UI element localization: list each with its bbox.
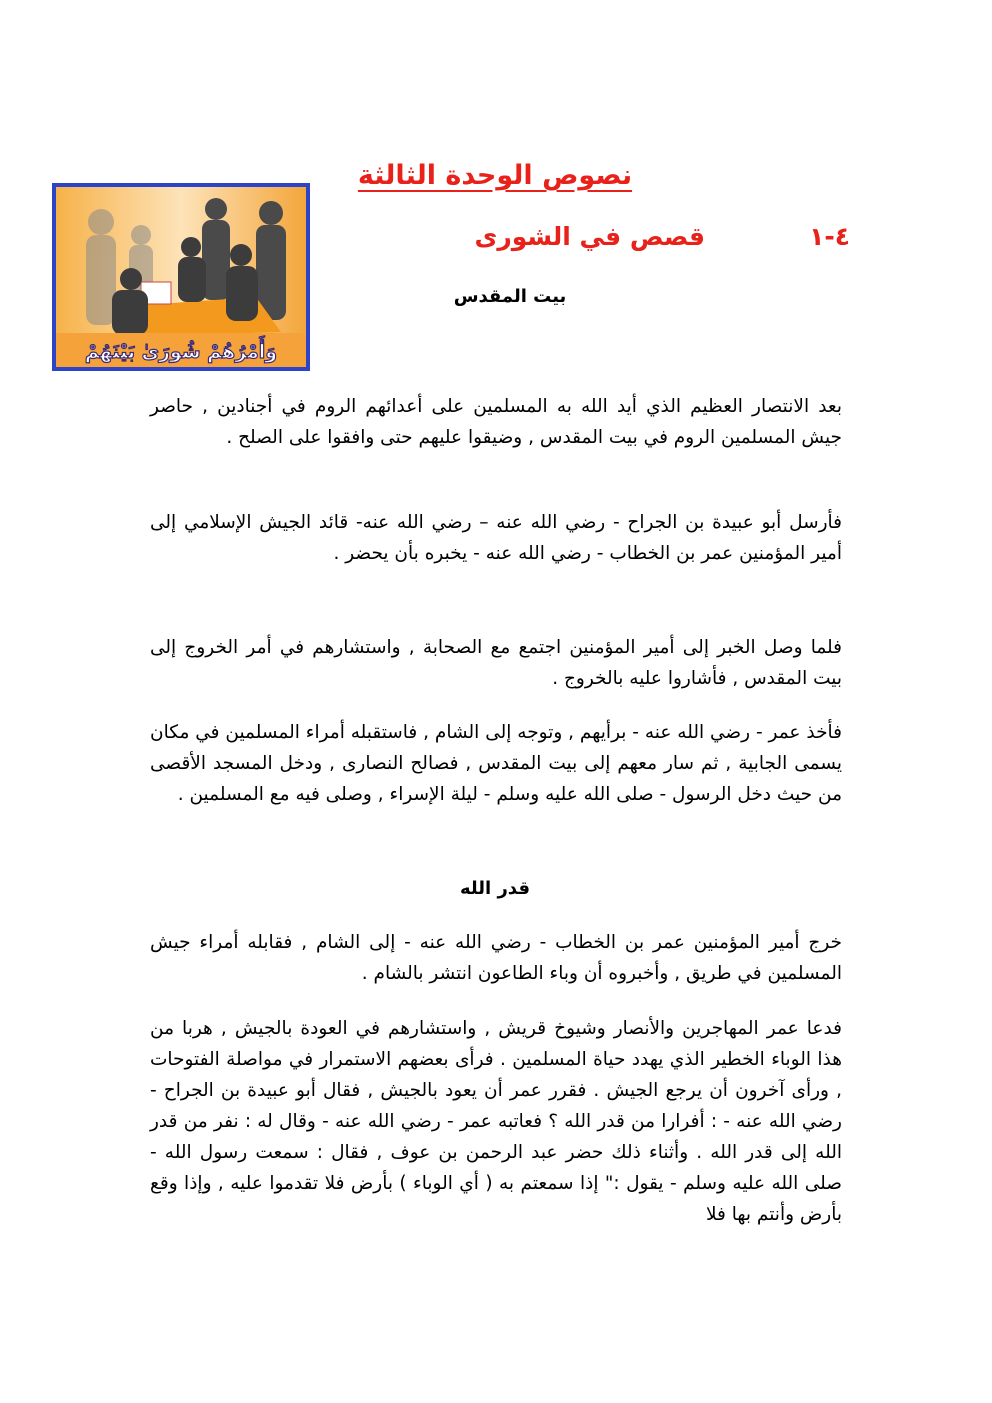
lesson-number: ٤-١ bbox=[809, 222, 850, 251]
section-heading-qadar: قدر الله bbox=[459, 878, 530, 899]
paragraph: بعد الانتصار العظيم الذي أيد الله به المسلمين على أعدائهم الروم في أجنادين , حاصر جيش المسلمين الروم في بيت المقدس , وضيقوا عليهم حتى وافقوا على الصلح . bbox=[150, 396, 842, 448]
unit-title: نصوص الوحدة الثالثة bbox=[357, 160, 633, 191]
paragraph: خرج أمير المؤمنين عمر بن الخطاب - رضي الله عنه - إلى الشام , فقابله أمراء جيش المسلمين في طريق , وأخبروه أن وباء الطاعون انتشر بالشام . bbox=[150, 932, 842, 984]
shura-banner-image bbox=[52, 183, 310, 371]
paragraph: فدعا عمر المهاجرين والأنصار وشيوخ قريش , واستشارهم في العودة بالجيش , هربا من هذا الوباء الخطير الذي يهدد حياة المسلمين . فرأى بعضهم الاستمرار في مواصلة الفتوحات , ورأى آخرون أن يرجع الجيش . فقرر عمر أن يعود بالجيش , فقال أبو عبيدة بن الجراح - رضي الله عنه - : أفرارا من قدر الله ؟ فعاتبه عمر - رضي الله عنه - وقال له : نفر من قدر الله إلى قدر الله . وأثناء ذلك حضر عبد الرحمن بن عوف , فقال : سمعت رسول الله - صلى الله عليه وسلم - يقول :" إذا سمعتم به ( أي الوباء ) بأرض فلا تقدموا عليه , وإذا وقع بأرض وأنتم بها فلا bbox=[150, 1018, 842, 1225]
section-heading-jerusalem: بيت المقدس bbox=[453, 286, 567, 307]
lesson-title: قصص في الشورى bbox=[474, 222, 705, 251]
people-meeting-illustration bbox=[56, 187, 306, 367]
paragraph: فأخذ عمر - رضي الله عنه - برأيهم , وتوجه إلى الشام , فاستقبله أمراء المسلمين في مكان يسمى الجابية , ثم سار معهم إلى بيت المقدس , فصالح النصارى , ودخل المسجد الأقصى من حيث دخل الرسول - صلى الله عليه وسلم - ليلة الإسراء , وصلى فيه مع المسلمين . bbox=[150, 722, 842, 805]
paragraph: فأرسل أبو عبيدة بن الجراح - رضي الله عنه – رضي الله عنه- قائد الجيش الإسلامي إلى أمير المؤمنين عمر بن الخطاب - رضي الله عنه - يخبره بأن يحضر . bbox=[150, 512, 842, 564]
paragraph: فلما وصل الخبر إلى أمير المؤمنين اجتمع مع الصحابة , واستشارهم في أمر الخروج إلى بيت المقدس , فأشاروا عليه بالخروج . bbox=[150, 637, 842, 689]
banner-caption: وَأَمْرُهُمْ شُورَىٰ بَيْنَهُمْ bbox=[84, 341, 278, 363]
